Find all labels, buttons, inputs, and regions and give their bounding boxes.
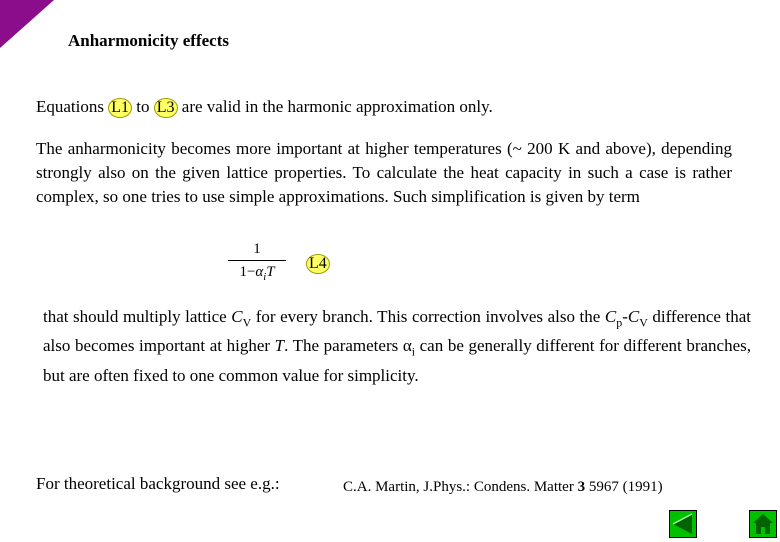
fraction-bar	[228, 260, 286, 261]
corner-triangle	[0, 0, 56, 50]
equation-label-l4[interactable]: L4	[306, 254, 330, 274]
anharmonicity-paragraph: The anharmonicity becomes more important at higher temperatures (~ 200 K and above), depending strongly also on the given lattice properties. To calculate the heat capacity in such a case is rather complex, so one tries to use simple approximations. Such simplification is given by term	[36, 139, 732, 206]
back-button[interactable]	[669, 510, 697, 538]
back-arrow-icon	[670, 511, 696, 537]
equation-link-l1[interactable]: L1	[108, 98, 132, 118]
home-icon	[750, 511, 776, 537]
formula-denominator: $1-\alpha_iT$	[239, 264, 275, 283]
correction-formula	[228, 240, 286, 287]
equation-link-l3[interactable]: L3	[154, 98, 178, 118]
footer-label: For theoretical background see e.g.:	[36, 474, 280, 493]
page-title: Anharmonicity effects	[68, 31, 229, 50]
literature-reference: C.A. Martin, J.Phys.: Condens. Matter 3 5967 (1991)	[343, 479, 663, 495]
intro-paragraph: Equations L1 to L3 are valid in the harmonic approximation only.	[36, 97, 493, 116]
formula-numerator: 1	[253, 241, 261, 257]
home-button[interactable]	[749, 510, 777, 538]
correction-paragraph: that should multiply lattice $C_V$ for every branch. This correction involves also the $C_p-C_V$ difference that also becomes important at higher T. The parameters $\alpha_i$ can be generally different for different branches, but are often fixed to one common value for simplicity.	[43, 307, 751, 385]
